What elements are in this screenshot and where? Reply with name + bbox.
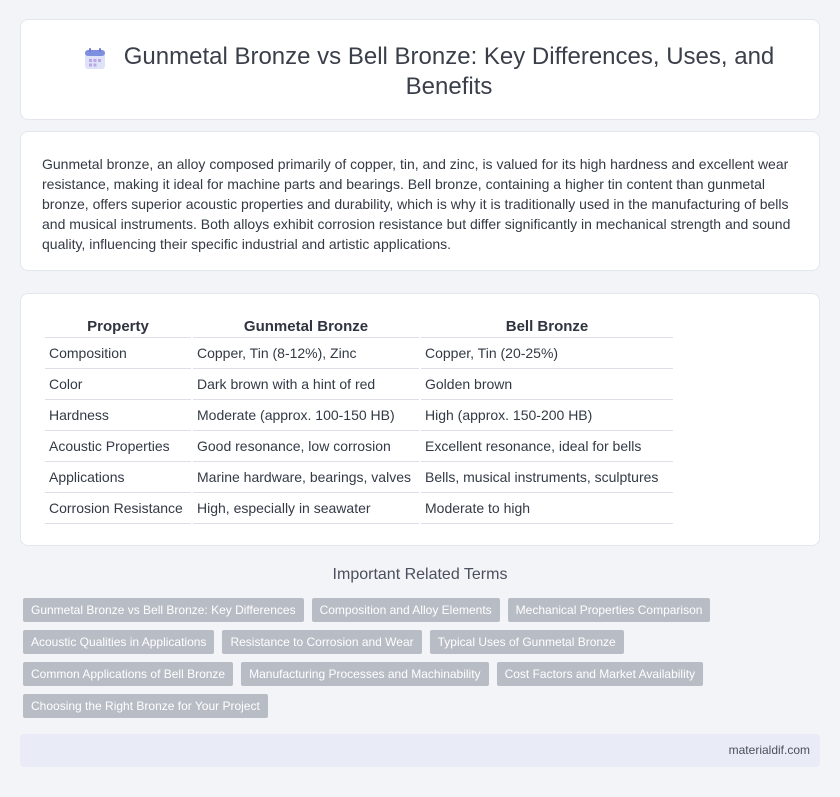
table-cell: Moderate (approx. 100-150 HB) xyxy=(193,400,419,431)
footer xyxy=(20,734,820,767)
column-header: Gunmetal Bronze xyxy=(193,316,419,338)
table-header-row xyxy=(45,316,673,338)
table-row xyxy=(45,338,673,369)
related-term-tag[interactable]: Resistance to Corrosion and Wear xyxy=(222,630,421,654)
table-row xyxy=(45,431,673,462)
table-row xyxy=(45,369,673,400)
table-cell: Copper, Tin (20-25%) xyxy=(421,338,673,369)
related-term-tag[interactable]: Composition and Alloy Elements xyxy=(312,598,500,622)
table-cell: Marine hardware, bearings, valves xyxy=(193,462,419,493)
table-row xyxy=(45,493,673,524)
related-term-tag[interactable]: Cost Factors and Market Availability xyxy=(497,662,704,686)
comparison-table xyxy=(43,316,675,524)
table-cell: High (approx. 150-200 HB) xyxy=(421,400,673,431)
table-row xyxy=(45,400,673,431)
related-term-tag[interactable]: Acoustic Qualities in Applications xyxy=(23,630,214,654)
table-cell: Applications xyxy=(45,462,191,493)
table-cell: Golden brown xyxy=(421,369,673,400)
table-cell: Acoustic Properties xyxy=(45,431,191,462)
related-terms-list xyxy=(23,598,723,718)
related-term-tag[interactable]: Choosing the Right Bronze for Your Project xyxy=(23,694,268,718)
table-cell: Good resonance, low corrosion xyxy=(193,431,419,462)
table-cell: Copper, Tin (8-12%), Zinc xyxy=(193,338,419,369)
page-title: Gunmetal Bronze vs Bell Bronze: Key Differences, Uses, and Benefits xyxy=(123,43,775,100)
intro-card xyxy=(20,131,820,271)
table-cell: High, especially in seawater xyxy=(193,493,419,524)
related-term-tag[interactable]: Gunmetal Bronze vs Bell Bronze: Key Differences xyxy=(23,598,304,622)
related-term-tag[interactable]: Typical Uses of Gunmetal Bronze xyxy=(430,630,624,654)
related-terms-heading: Important Related Terms xyxy=(332,566,508,583)
intro-paragraph: Gunmetal bronze, an alloy composed primarily of copper, tin, and zinc, is valued for its high hardness and excellent wear resistance, making it ideal for machine parts and bearings. Bell bronze, containing a higher tin content than gunmetal bronze, offers superior acoustic properties and durability, which is why it is traditionally used in the manufacturing of bells and musical instruments. Both alloys exhibit corrosion resistance but differ significantly in mechanical strength and sound quality, influencing their specific industrial and artistic applications. xyxy=(42,156,791,252)
comparison-table-card xyxy=(20,293,820,546)
table-cell: Excellent resonance, ideal for bells xyxy=(421,431,673,462)
table-cell: Color xyxy=(45,369,191,400)
table-cell: Bells, musical instruments, sculptures xyxy=(421,462,673,493)
title-card xyxy=(20,19,820,120)
table-cell: Dark brown with a hint of red xyxy=(193,369,419,400)
table-cell: Composition xyxy=(45,338,191,369)
table-cell: Hardness xyxy=(45,400,191,431)
related-term-tag[interactable]: Mechanical Properties Comparison xyxy=(508,598,711,622)
column-header: Bell Bronze xyxy=(421,316,673,338)
table-cell: Corrosion Resistance xyxy=(45,493,191,524)
footer-site-link[interactable]: materialdif.com xyxy=(728,743,810,757)
table-row xyxy=(45,462,673,493)
related-term-tag[interactable]: Common Applications of Bell Bronze xyxy=(23,662,233,686)
column-header: Property xyxy=(45,316,191,338)
related-term-tag[interactable]: Manufacturing Processes and Machinability xyxy=(241,662,488,686)
table-cell: Moderate to high xyxy=(421,493,673,524)
calendar-icon xyxy=(83,47,107,71)
